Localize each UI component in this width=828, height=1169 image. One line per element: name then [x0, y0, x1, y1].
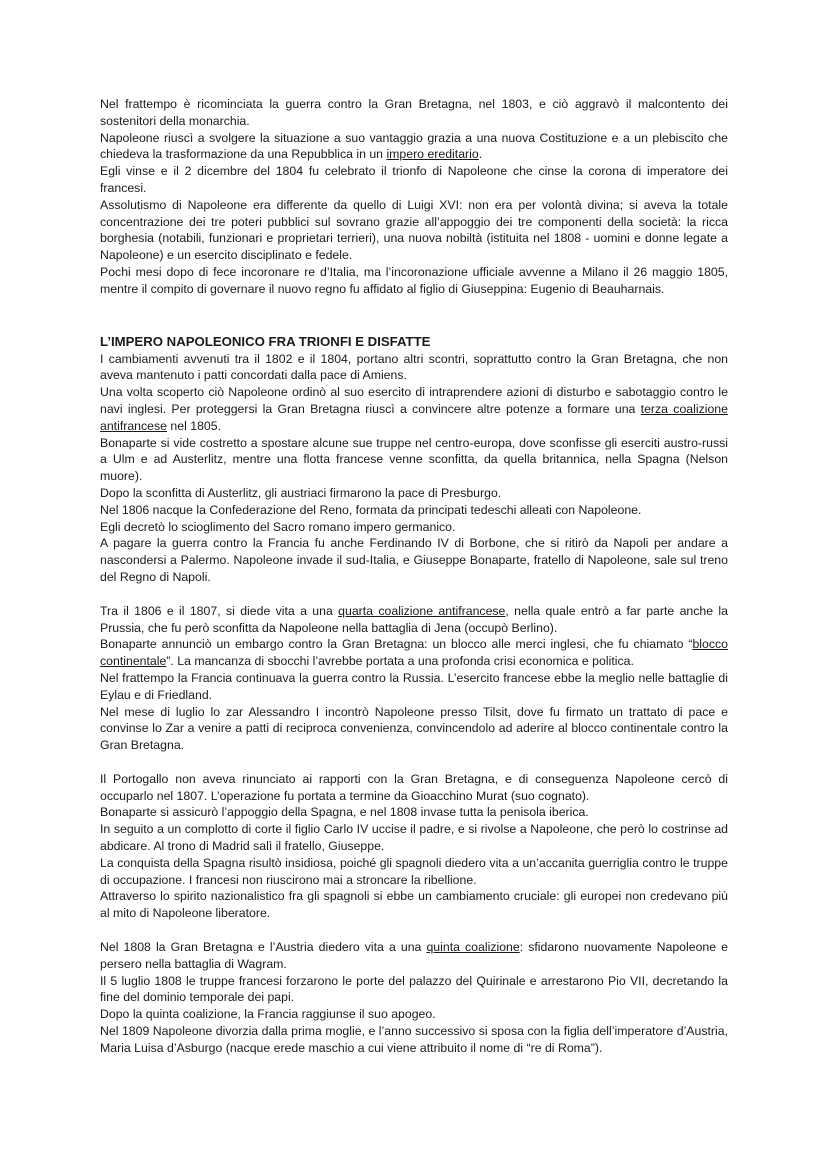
- paragraph: Nel 1809 Napoleone divorzia dalla prima moglie, e l’anno successivo si sposa con la figlia dell’imperatore d’Austria, Maria Luisa d’Asburgo (nacque erede maschio a cui viene attribuito il nome di “re di Roma”).: [100, 1024, 728, 1055]
- spacer: [100, 298, 728, 333]
- paragraph: Una volta scoperto ciò Napoleone ordinò al suo esercito di intraprendere azioni di disturbo e sabotaggio contro le navi inglesi. Per proteggersi la Gran Bretagna riuscì a convincere altre potenze a formare una terza coalizione antifrancese nel 1805.: [100, 385, 728, 433]
- paragraph: Dopo la sconfitta di Austerlitz, gli austriaci firmarono la pace di Presburgo.: [100, 485, 502, 500]
- section-heading: L’IMPERO NAPOLEONICO FRA TRIONFI E DISFATTE: [100, 333, 431, 349]
- paragraph: Bonaparte si vide costretto a spostare alcune sue truppe nel centro-europa, dove sconfisse gli eserciti austro-russi a Ulm e ad Austerlitz, mentre una flotta francese venne sconfitta, da quella britannica, nella Spagna (Nelson muore).: [100, 435, 728, 484]
- underlined-term: terza coalizione antifrancese: [100, 401, 728, 433]
- paragraph: Pochi mesi dopo di fece incoronare re d’Italia, ma l’incoronazione ufficiale avvenne a Milano il 26 maggio 1805, mentre il compito di governare il nuovo regno fu affidato al figlio di Giuseppina: Eugenio di Beauharnais.: [100, 264, 728, 296]
- paragraph: Nel frattempo la Francia continuava la guerra contro la Russia. L’esercito francese ebbe la meglio nelle battaglie di Eylau e di Friedland.: [100, 670, 728, 702]
- paragraph: Bonaparte annunciò un embargo contro la Gran Bretagna: un blocco alle merci inglesi, che fu chiamato “blocco continentale”. La mancanza di sbocchi l’avrebbe portata a una profonda crisi economica e politica.: [100, 637, 728, 669]
- paragraph: Attraverso lo spirito nazionalistico fra gli spagnoli si ebbe un cambiamento cruciale: gli europei non credevano più al mito di Napoleone liberatore.: [100, 889, 728, 921]
- paragraph: Nel frattempo è ricominciata la guerra contro la Gran Bretagna, nel 1803, e ciò aggravò il malcontento dei sostenitori della monarchia.: [100, 97, 728, 128]
- paragraph: Nel 1806 nacque la Confederazione del Reno, formata da principati tedeschi alleati con Napoleone.: [100, 502, 642, 517]
- underlined-term: blocco continentale: [100, 637, 728, 669]
- paragraph: Dopo la quinta coalizione, la Francia raggiunse il suo apogeo.: [100, 1007, 436, 1022]
- paragraph: Egli vinse e il 2 dicembre del 1804 fu celebrato il trionfo di Napoleone che cinse la corona di imperatore dei francesi.: [100, 164, 728, 195]
- paragraph: Tra il 1806 e il 1807, si diede vita a una quarta coalizione antifrancese, nella quale entrò a far parte anche la Prussia, che fu però sconfitta da Napoleone nella battaglia di Jena (occupò Berlino).: [100, 603, 728, 635]
- paragraph: Bonaparte si assicurò l’appoggio della Spagna, e nel 1808 invase tutta la penisola iberica.: [100, 805, 589, 820]
- section-fifth-coalition: [100, 939, 728, 1057]
- spacer: [100, 922, 728, 939]
- paragraph: Napoleone riuscì a svolgere la situazione a suo vantaggio grazia a una nuova Costituzione e a un plebiscito che chiedeva la trasformazione da una Repubblica in un impero ereditario.: [100, 130, 728, 162]
- paragraph: Il Portogallo non aveva rinunciato ai rapporti con la Gran Bretagna, e di conseguenza Napoleone cercò di occuparlo nel 1807. L’operazione fu portata a termine da Gioacchino Murat (suo cognato).: [100, 771, 728, 803]
- section-intro: [100, 96, 728, 298]
- underlined-term: quarta coalizione antifrancese: [338, 603, 506, 618]
- section-fourth-coalition: [100, 603, 728, 754]
- paragraph: La conquista della Spagna risultò insidiosa, poiché gli spagnoli diedero vita a un’accanita guerriglia contro le truppe di occupazione. I francesi non riuscirono mai a stroncare la ribellione.: [100, 855, 728, 887]
- paragraph: Assolutismo di Napoleone era differente da quello di Luigi XVI: non era per volontà divina; si aveva la totale concentrazione dei tre poteri pubblici sul sovrano grazie all’appoggio dei tre componenti della società: la ricca borghesia (notabili, funzionari e proprietari terrieri), una nuova nobiltà (istituita nel 1808 - uomini e donne legate a Napoleone) e un esercito disciplinato e fedele.: [100, 197, 728, 263]
- underlined-term: impero ereditario: [386, 147, 479, 162]
- section-third-coalition: [100, 351, 728, 586]
- paragraph: I cambiamenti avvenuti tra il 1802 e il 1804, portano altri scontri, soprattutto contro la Gran Bretagna, che non aveva mantenuto i patti concordati dalla pace di Amiens.: [100, 351, 728, 383]
- paragraph: Il 5 luglio 1808 le truppe francesi forzarono le porte del palazzo del Quirinale e arrestarono Pio VII, decretando la fine del dominio temporale dei papi.: [100, 973, 728, 1005]
- section-iberia: [100, 771, 728, 922]
- spacer: [100, 754, 728, 771]
- spacer: [100, 586, 728, 603]
- paragraph: In seguito a un complotto di corte il figlio Carlo IV uccise il padre, e si rivolse a Napoleone, che però lo costrinse ad abdicare. Al trono di Madrid salì il fratello, Giuseppe.: [100, 822, 728, 854]
- underlined-term: quinta coalizione: [426, 940, 520, 955]
- paragraph: Nel 1808 la Gran Bretagna e l’Austria diedero vita a una quinta coalizione: sfidarono nuovamente Napoleone e persero nella battaglia di Wagram.: [100, 940, 728, 971]
- paragraph: A pagare la guerra contro la Francia fu anche Ferdinando IV di Borbone, che si ritirò da Napoli per andare a nascondersi a Palermo. Napoleone invade il sud-Italia, e Giuseppe Bonaparte, fratello di Napoleone, sale sul treno del Regno di Napoli.: [100, 536, 728, 584]
- paragraph: Egli decretò lo scioglimento del Sacro romano impero germanico.: [100, 519, 456, 534]
- paragraph: Nel mese di luglio lo zar Alessandro I incontrò Napoleone presso Tilsit, dove fu firmato un trattato di pace e convinse lo Zar a venire a patti di reciproca convenienza, convincendolo ad aderire al blocco continentale contro la Gran Bretagna.: [100, 704, 728, 753]
